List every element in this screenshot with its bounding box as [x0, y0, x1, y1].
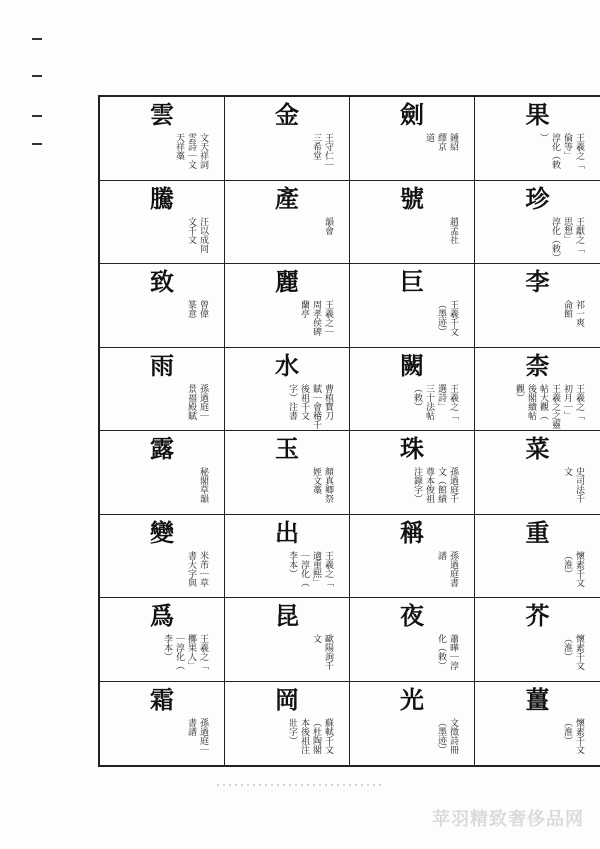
table-cell [100, 181, 225, 265]
source-note-line: 雲詩｜文 [186, 133, 196, 169]
table-cell [100, 348, 225, 432]
source-note-line: （淮） [562, 634, 572, 661]
table-cell [225, 682, 350, 766]
entry-character: 芥 [525, 601, 550, 630]
table-cell [350, 97, 475, 181]
table-cell [350, 181, 475, 265]
source-note-line: 倫等」 [562, 133, 572, 160]
entry-character: 巨 [400, 267, 424, 296]
entry-character: 闕 [400, 350, 424, 380]
source-notes [323, 217, 333, 235]
source-note-line: 壯字） [287, 717, 297, 745]
source-note-line: 李本） [162, 634, 172, 661]
source-note-line: 帖大觀（ [538, 383, 548, 420]
source-note-line: （敕） [412, 383, 422, 411]
source-note-line: 李本） [287, 550, 297, 578]
source-note-line: 初月｜」 [562, 383, 572, 420]
source-note-line: 祁一爽 [574, 300, 584, 327]
table-cell [475, 181, 600, 265]
table-cell [350, 598, 475, 682]
source-note-line: 姪文藁 [311, 467, 321, 494]
source-note-line: ｜淳化（ [299, 550, 309, 587]
entry-character: 劍 [400, 100, 424, 129]
source-note-line: 蘭亭 [299, 300, 309, 318]
source-note-line: 周孝侯碑 [311, 300, 321, 336]
table-cell [225, 431, 350, 515]
entry-character: 昆 [275, 601, 299, 630]
table-cell [225, 181, 350, 265]
source-note-line: 懷素千文 [574, 634, 584, 670]
entry-character: 珍 [525, 183, 550, 213]
source-note-line: 曾偉 [198, 300, 208, 318]
source-note-line: 米芾｜草 [198, 550, 208, 587]
character-table [98, 95, 600, 767]
source-note-line: （杜陶閣 [311, 717, 321, 754]
source-note-line: 懷素千文 [574, 550, 584, 587]
source-note-line: 三希堂 [311, 133, 321, 160]
table-cell [475, 515, 600, 599]
entry-character: 光 [400, 684, 424, 714]
source-notes [311, 133, 333, 169]
source-note-line: 本後祖注 [299, 717, 309, 754]
source-note-line: 道 [424, 133, 434, 142]
source-note-line: 孫過庭書 [448, 550, 458, 587]
source-notes [562, 300, 584, 327]
source-notes [436, 718, 458, 754]
source-notes [562, 634, 584, 670]
source-notes [287, 718, 333, 754]
table-cell [225, 598, 350, 682]
table-cell [350, 515, 475, 599]
entry-character: 產 [275, 183, 299, 213]
table-cell [475, 682, 600, 766]
table-cell [350, 264, 475, 348]
source-note-line: 書譜 [186, 717, 196, 736]
source-note-line: 文（館績 [436, 467, 446, 503]
source-note-line: 王羲之｜ [323, 300, 333, 336]
source-note-line: 賦｜會稽千 [311, 383, 321, 429]
margin-mark [32, 143, 42, 145]
source-notes [174, 133, 208, 169]
source-note-line: 文千文 [186, 216, 196, 244]
table-cell [225, 348, 350, 432]
source-notes [562, 467, 584, 503]
source-notes [436, 634, 458, 670]
table-cell [100, 682, 225, 766]
source-note-line: 王羲千文 [448, 300, 458, 336]
source-notes [186, 384, 208, 420]
entry-character: 雨 [150, 350, 174, 380]
source-note-line: 王羲之「 [323, 550, 333, 587]
source-note-line: 曹植寶刀 [323, 383, 333, 420]
source-note-line: 天祥藁 [174, 133, 184, 160]
entry-character: 爲 [150, 601, 174, 630]
source-notes [514, 384, 584, 429]
table-cell [100, 515, 225, 599]
source-note-line: 思想」 [562, 216, 572, 244]
source-note-line: 文徵詩冊 [448, 717, 458, 754]
source-note-line: 孫過庭｜ [198, 717, 208, 754]
source-notes [412, 467, 458, 503]
entry-character: 出 [275, 517, 299, 547]
source-note-line: 化（敕） [436, 634, 446, 670]
source-note-line: 書大字與 [186, 550, 196, 587]
watermark: 苹羽精致奢侈品网 [432, 809, 584, 830]
source-notes [287, 551, 333, 587]
source-note-line: 字）注書 [287, 383, 297, 420]
source-note-line: 觀） [514, 383, 524, 402]
entry-character: 雲 [150, 100, 174, 129]
source-note-line: 適重熙」 [311, 550, 321, 587]
source-note-line: 後閣續帖 [526, 383, 536, 420]
table-cell [225, 515, 350, 599]
source-notes [287, 384, 333, 429]
margin-mark [32, 38, 42, 40]
table-cell [475, 598, 600, 682]
source-note-line: 後祖千文 [299, 383, 309, 420]
source-note-line: 王獻之「 [574, 216, 584, 253]
source-note-line: 淳化（敕） [550, 216, 560, 262]
source-notes [311, 467, 333, 503]
source-note-line: 尊本俊祖 [424, 467, 434, 503]
source-note-line: 史司法千 [574, 467, 584, 503]
source-notes [186, 217, 208, 253]
table-cell [100, 431, 225, 515]
source-note-line: 顏真卿祭 [323, 467, 333, 503]
source-note-line: 侖館 [562, 300, 572, 318]
source-note-line: 懷素千文 [574, 717, 584, 754]
entry-character: 稱 [400, 517, 424, 547]
entry-character: 岡 [275, 684, 299, 714]
margin-mark [32, 75, 42, 77]
table-cell [475, 348, 600, 432]
source-notes [424, 133, 458, 151]
source-note-line: 文 [562, 467, 572, 476]
source-note-line: 淳化（敕 [550, 133, 560, 169]
source-note-line: 歐陽詢千 [323, 634, 333, 670]
source-note-line: （墨迹） [436, 717, 446, 754]
source-note-line: 王羲之「 [574, 133, 584, 169]
source-note-line: 孫過庭千 [448, 467, 458, 503]
source-note-line: ｜淳化（ [174, 634, 184, 670]
entry-character: 麗 [275, 267, 299, 296]
entry-character: 變 [150, 517, 174, 547]
source-note-line: 蘇軾千文 [323, 717, 333, 754]
source-notes [538, 133, 584, 169]
entry-character: 薑 [525, 684, 550, 714]
entry-character: 致 [150, 267, 174, 296]
source-note-line: （淮） [562, 550, 572, 578]
margin-mark [32, 115, 42, 117]
entry-character: 金 [275, 100, 299, 129]
source-notes [186, 300, 208, 318]
source-note-line: 王羲之「 [574, 383, 584, 420]
source-note-line: 秘閣草韻 [198, 467, 208, 503]
entry-character: 李 [525, 267, 550, 296]
entry-character: 玉 [275, 434, 299, 463]
source-notes [448, 217, 458, 244]
table-cell [100, 598, 225, 682]
source-note-line: 王羲之「 [448, 383, 458, 420]
source-note-line: 鍾紹 [448, 133, 458, 151]
table-cell [475, 264, 600, 348]
source-note-line: 王羲之「 [198, 634, 208, 670]
source-notes [412, 384, 458, 420]
source-note-line: 繹京 [436, 133, 446, 151]
source-notes [562, 718, 584, 754]
table-cell [475, 97, 600, 181]
table-cell [100, 97, 225, 181]
source-notes [311, 634, 333, 670]
entry-character: 水 [275, 350, 299, 380]
source-notes [162, 634, 208, 670]
entry-character: 重 [525, 517, 550, 547]
table-cell [225, 264, 350, 348]
source-note-line: 景福殿賦 [186, 383, 196, 420]
scan-dots [215, 782, 385, 788]
entry-character: 夜 [400, 601, 424, 630]
source-note-line: 文 [311, 634, 321, 643]
source-note-line: 王守仁｜ [323, 133, 333, 169]
source-notes [436, 551, 458, 587]
entry-character: 菜 [525, 434, 550, 463]
source-note-line: 汪以成同 [198, 216, 208, 253]
source-note-line: （淮） [562, 717, 572, 745]
source-notes [436, 300, 458, 336]
source-note-line: ） [538, 133, 548, 142]
source-note-line: 譜 [436, 550, 446, 560]
table-cell [350, 348, 475, 432]
source-note-line: 注錄字） [412, 467, 422, 503]
table-cell [475, 431, 600, 515]
entry-character: 騰 [150, 183, 174, 213]
source-notes [550, 217, 584, 262]
table-cell [350, 431, 475, 515]
source-note-line: 文天祥詞 [198, 133, 208, 169]
source-note-line: 韻會 [323, 216, 333, 235]
source-notes [186, 718, 208, 754]
table-cell [350, 682, 475, 766]
source-notes [562, 551, 584, 587]
entry-character: 號 [400, 183, 424, 213]
table-cell [225, 97, 350, 181]
entry-character: 珠 [400, 434, 424, 463]
table-cell [100, 264, 225, 348]
source-note-line: 趙孟社 [448, 216, 458, 244]
source-notes [299, 300, 333, 336]
source-note-line: 蕭曄｜淳 [448, 634, 458, 670]
source-note-line: （墨迹） [436, 300, 446, 336]
entry-character: 霜 [150, 684, 174, 714]
entry-character: 露 [150, 434, 174, 463]
source-notes [198, 467, 208, 503]
entry-character: 果 [525, 100, 550, 129]
source-note-line: 王羲之之靈 [550, 383, 560, 429]
source-note-line: 三十法帖 [424, 383, 434, 420]
source-notes [186, 551, 208, 587]
source-note-line: 篆意 [186, 300, 196, 318]
source-note-line: 擲果人」 [186, 634, 196, 670]
entry-character: 柰 [525, 350, 550, 380]
source-note-line: 選詩」 [436, 383, 446, 411]
source-note-line: 孫過庭｜ [198, 383, 208, 420]
